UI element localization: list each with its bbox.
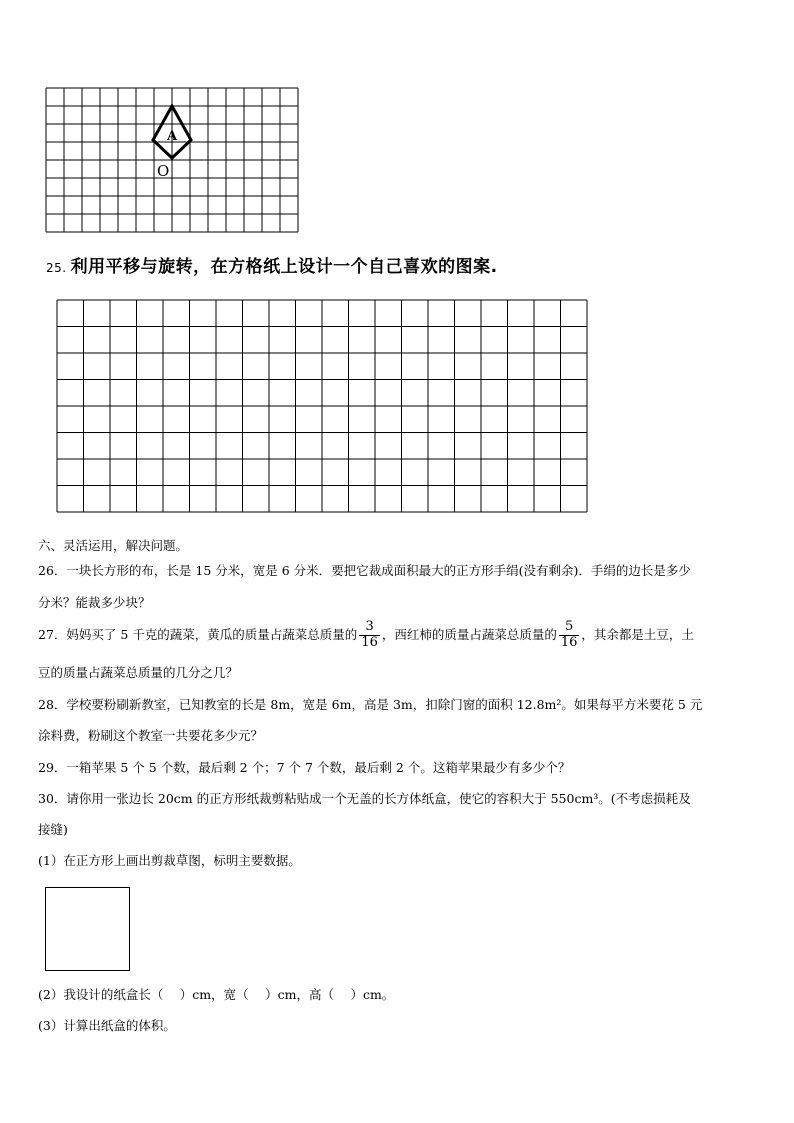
question-27-part3: ，其余都是土豆，土	[581, 626, 694, 642]
section-6-heading: 六、灵活运用，解决问题。	[38, 538, 189, 553]
question-26-line1: 26．一块长方形的布，长是 15 分米，宽是 6 分米．要把它裁成面积最大的正方形手绢(没有剩余)．手绢的边长是多少	[38, 563, 691, 578]
question-30-sub2: (2）我设计的纸盒长（ ）cm，宽（ ）cm，高（ ）cm。	[38, 987, 395, 1002]
question-27-line1	[38, 620, 694, 651]
question-27-part1: 27．妈妈买了 5 千克的蔬菜，黄瓜的质量占蔬菜总质量的	[38, 626, 358, 642]
fraction-tomato-denominator: 16	[560, 634, 578, 650]
question-29-line1: 29．一箱苹果 5 个 5 个数，最后剩 2 个；7 个 7 个数，最后剩 2 个。这箱苹果最少有多少个？	[38, 760, 571, 775]
fraction-tomato-numerator: 5	[559, 620, 580, 636]
question-30-sub1: (1）在正方形上画出剪裁草图，标明主要数据。	[38, 853, 301, 868]
question-28-line2: 涂料费，粉刷这个教室一共要花多少元？	[38, 728, 264, 743]
question-30-line1: 30．请你用一张边长 20cm 的正方形纸裁剪粘贴成一个无盖的长方体纸盒，使它的容积大于 550cm³。(不考虑损耗及	[38, 791, 691, 806]
fraction-tomato	[559, 620, 580, 651]
question-30-line2: 接缝)	[38, 822, 68, 837]
fraction-cucumber	[359, 620, 380, 651]
square-sketch-area[interactable]	[45, 887, 130, 971]
question-28-line1: 28．学校要粉刷新教室，已知教室的长是 8m，宽是 6m，高是 3m，扣除门窗的面积 12.8m²。如果每平方米要花 5 元	[38, 697, 703, 712]
design-grid-lines	[57, 300, 587, 512]
kite-label-a: A	[167, 129, 178, 144]
fraction-cucumber-denominator: 16	[361, 634, 378, 650]
question-25	[46, 252, 498, 277]
question-25-number: 25.	[46, 261, 67, 275]
origin-label: O	[157, 162, 170, 180]
question-26-line2: 分米？能裁多少块？	[38, 595, 151, 610]
question-27-line2: 豆的质量占蔬菜总质量的几分之几？	[38, 665, 239, 680]
fraction-cucumber-numerator: 3	[359, 620, 380, 636]
top-grid-figure	[44, 86, 302, 234]
design-grid[interactable]	[56, 299, 588, 513]
question-27-part2: ，西红柿的质量占蔬菜总质量的	[381, 626, 557, 642]
question-30-sub3: (3）计算出纸盒的体积。	[38, 1018, 176, 1033]
question-25-text: 利用平移与旋转，在方格纸上设计一个自己喜欢的图案.	[70, 257, 498, 277]
